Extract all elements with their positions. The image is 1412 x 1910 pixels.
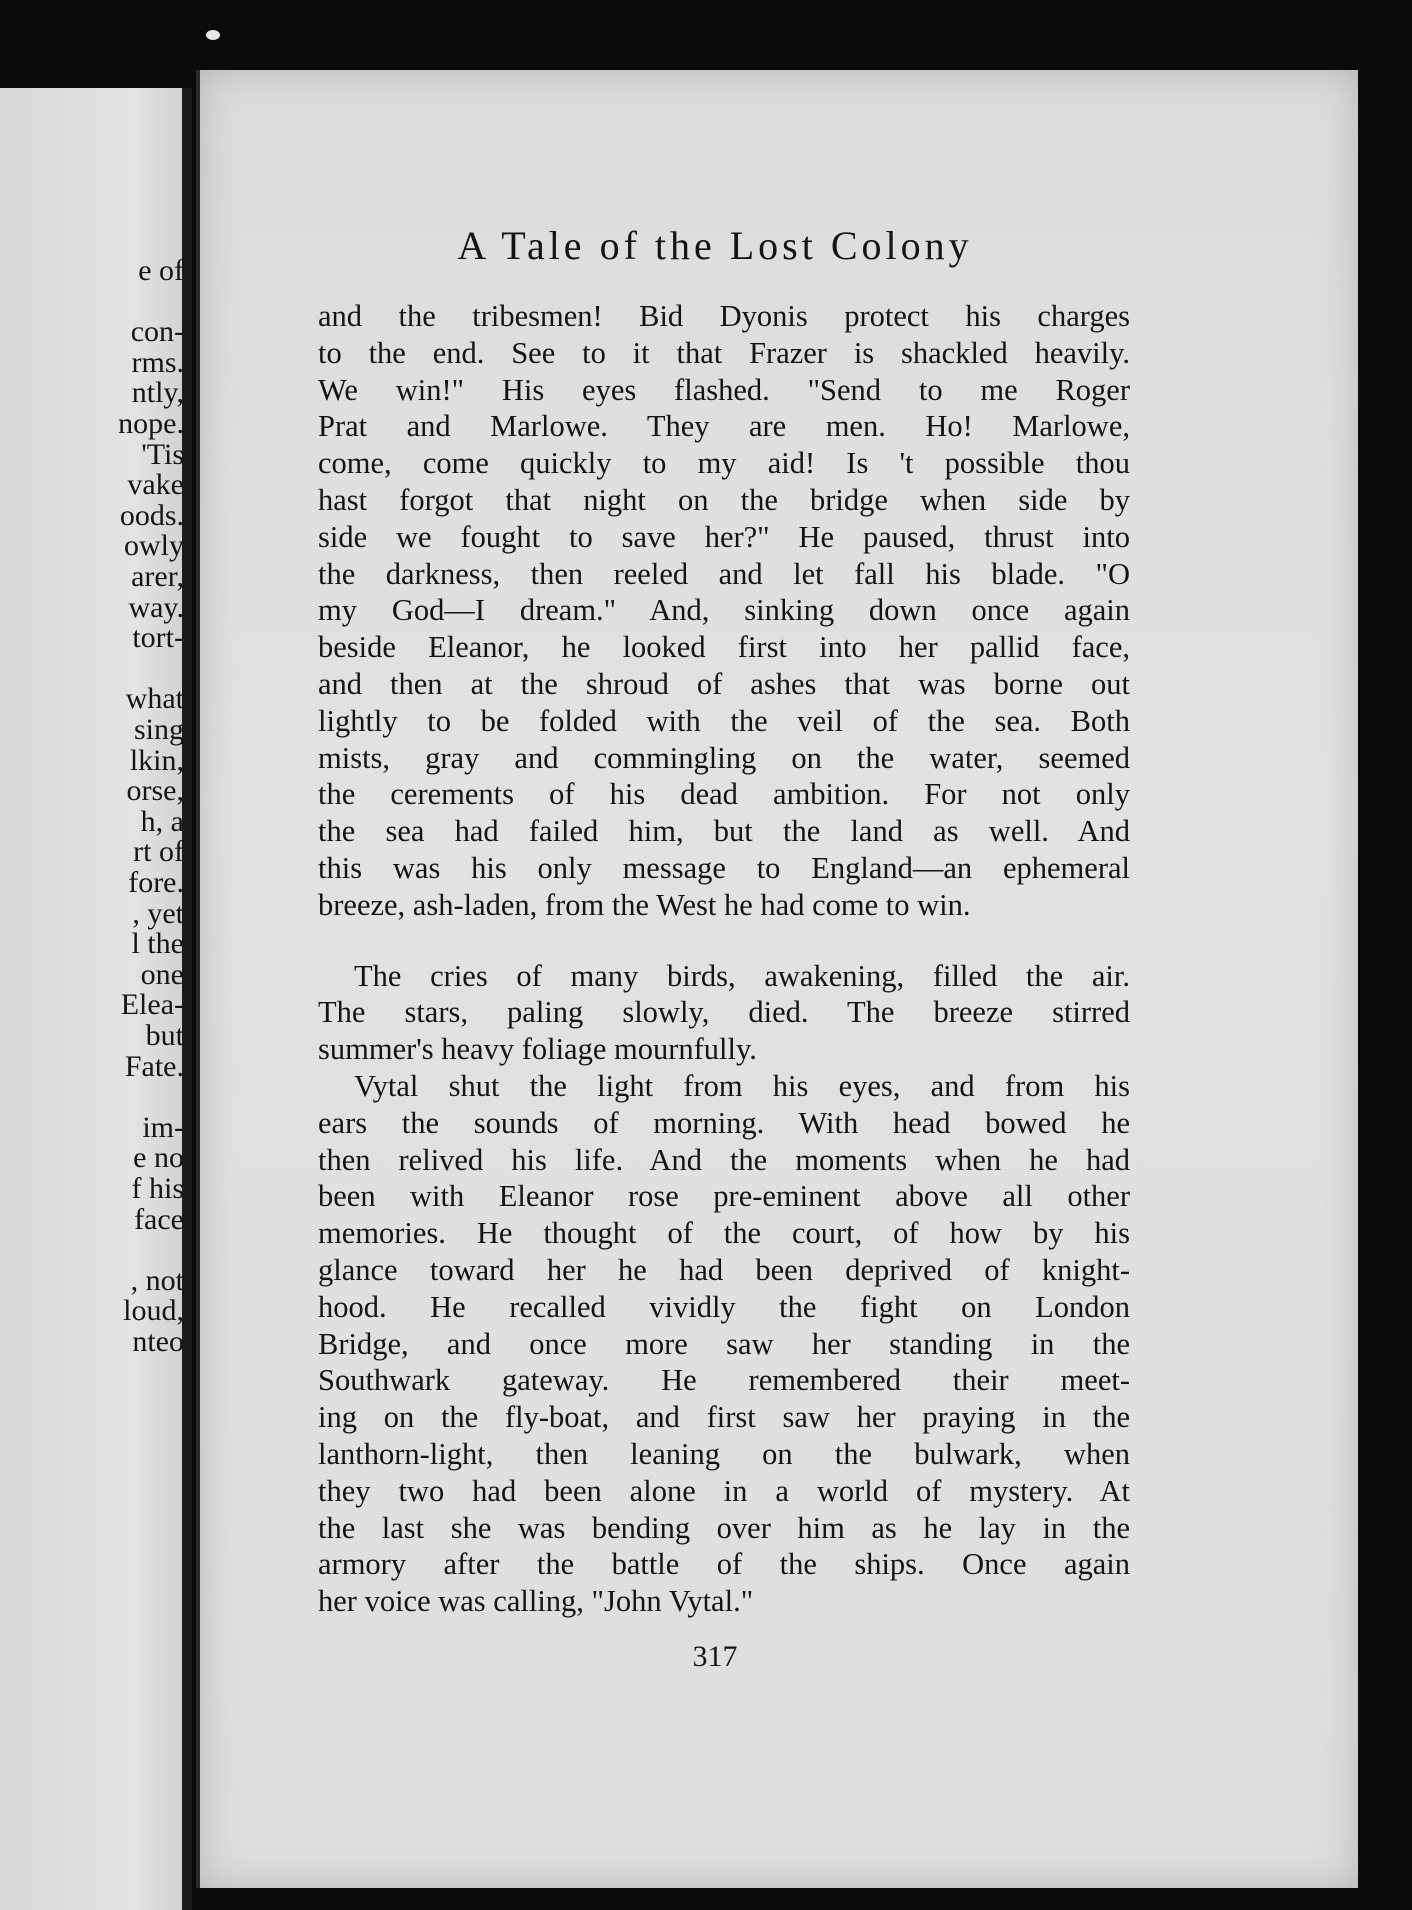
facing-page-text-fragment: con-: [130, 315, 184, 349]
text-line: the cerements of his dead ambition. For not only: [318, 777, 1130, 812]
facing-page-text-fragment: loud,: [123, 1294, 184, 1328]
text-line: beside Eleanor, he looked first into her pallid face,: [318, 630, 1130, 665]
facing-page-text-fragment: 'Tis: [141, 437, 184, 471]
text-line: ing on the fly-boat, and first saw her praying in the: [318, 1400, 1130, 1435]
text-line: been with Eleanor rose pre-eminent above all other: [318, 1179, 1130, 1214]
text-line: they two had been alone in a world of mystery. At: [318, 1473, 1130, 1508]
facing-page-text-fragment: l the: [131, 927, 184, 961]
paragraph-break: [318, 924, 1130, 958]
dust-speck: [206, 30, 220, 40]
facing-page-text-fragment: e no: [133, 1141, 184, 1175]
text-line: her voice was calling, "John Vytal.": [318, 1584, 754, 1619]
text-line: then relived his life. And the moments when he had: [318, 1142, 1130, 1177]
facing-page-fragment: [0, 88, 192, 1910]
facing-page-text-fragment: orse,: [126, 774, 184, 808]
facing-page-text-fragment: arer,: [131, 560, 184, 593]
book-page: [196, 70, 1358, 1888]
text-line: this was his only message to England—an ephemeral: [318, 850, 1130, 885]
text-line: ears the sounds of morning. With head bowed he: [318, 1105, 1130, 1140]
text-line: my God—I dream." And, sinking down once again: [318, 593, 1130, 628]
facing-page-text-fragment: Fate.: [124, 1049, 184, 1083]
page-number: 317: [692, 1640, 738, 1673]
facing-page-text-fragment: , yet: [132, 896, 184, 930]
facing-page-text-fragment: f his: [131, 1172, 184, 1205]
text-line: memories. He thought of the court, of how by his: [318, 1216, 1130, 1251]
facing-page-text-fragment: tort-: [132, 621, 184, 655]
facing-page-text-fragment: oods.: [119, 498, 184, 532]
paragraph: [318, 958, 1130, 1068]
text-line: lightly to be folded with the veil of the sea. Both: [318, 703, 1130, 738]
body-text: [318, 298, 1130, 1620]
text-line: Southwark gateway. He remembered their meet-: [318, 1363, 1130, 1398]
facing-page-text-fragment: rt of: [133, 835, 184, 869]
paragraph: [318, 1068, 1130, 1620]
text-line: to the end. See to it that Frazer is shackled heavily.: [318, 335, 1130, 370]
facing-page-text-fragment: ntly,: [131, 376, 184, 410]
text-line: armory after the battle of the ships. Once again: [318, 1547, 1130, 1582]
text-line: The stars, paling slowly, died. The breeze stirred: [318, 995, 1130, 1030]
text-line: We win!" His eyes flashed. "Send to me Roger: [318, 372, 1130, 407]
text-line: hood. He recalled vividly the fight on London: [318, 1289, 1130, 1324]
facing-page-text-fragment: sing: [133, 713, 184, 746]
text-line: the sea had failed him, but the land as well. And: [318, 814, 1130, 849]
facing-page-text-fragment: e of: [138, 254, 184, 287]
text-line: and the tribesmen! Bid Dyonis protect his charges: [318, 299, 1130, 333]
text-line: lanthorn-light, then leaning on the bulwark, when: [318, 1436, 1130, 1471]
facing-page-text-fragment: what: [125, 682, 184, 716]
facing-page-text-fragment: one: [140, 957, 184, 991]
text-line: Vytal shut the light from his eyes, and from his: [354, 1068, 1130, 1103]
text-line: breeze, ash-laden, from the West he had come to win.: [318, 887, 971, 922]
text-line: the darkness, then reeled and let fall his blade. "O: [318, 556, 1130, 591]
text-line: glance toward her he had been deprived of knight-: [318, 1252, 1130, 1287]
text-line: side we fought to save her?" He paused, thrust into: [318, 519, 1130, 554]
facing-page-text-fragment: but: [145, 1019, 184, 1052]
text-line: Bridge, and once more saw her standing in the: [318, 1326, 1130, 1361]
facing-page-text-fragment: , not: [130, 1263, 184, 1297]
facing-page-text-fragment: Elea-: [120, 988, 184, 1022]
facing-page-text-fragment: h, a: [140, 804, 184, 838]
text-line: the last she was bending over him as he lay in the: [318, 1510, 1130, 1545]
text-line: hast forgot that night on the bridge when side by: [318, 482, 1130, 517]
facing-page-text-fragment: im-: [142, 1110, 184, 1144]
facing-page-text-fragment: vake: [127, 468, 184, 502]
text-line: come, come quickly to my aid! Is 't possible thou: [318, 446, 1130, 481]
facing-page-text-fragment: way.: [128, 590, 184, 624]
facing-page-text-fragment: nteo: [132, 1325, 184, 1358]
facing-page-text-fragment: nope.: [118, 407, 184, 440]
facing-page-text-fragment: rms.: [131, 345, 184, 379]
facing-page-text-fragment: face: [134, 1202, 184, 1236]
paragraph: [318, 298, 1130, 924]
text-line: mists, gray and commingling on the water, seemed: [318, 740, 1130, 775]
running-head: A Tale of the Lost Colony: [457, 223, 973, 268]
text-line: and then at the shroud of ashes that was borne out: [318, 666, 1130, 701]
text-line: The cries of many birds, awakening, filled the air.: [354, 958, 1130, 993]
text-line: summer's heavy foliage mournfully.: [318, 1032, 757, 1067]
facing-page-text-fragment: owly: [124, 529, 184, 563]
facing-page-text-fragment: fore.: [128, 866, 184, 899]
text-line: Prat and Marlowe. They are men. Ho! Marlowe,: [318, 409, 1130, 444]
facing-page-text-fragment: lkin,: [129, 743, 184, 777]
